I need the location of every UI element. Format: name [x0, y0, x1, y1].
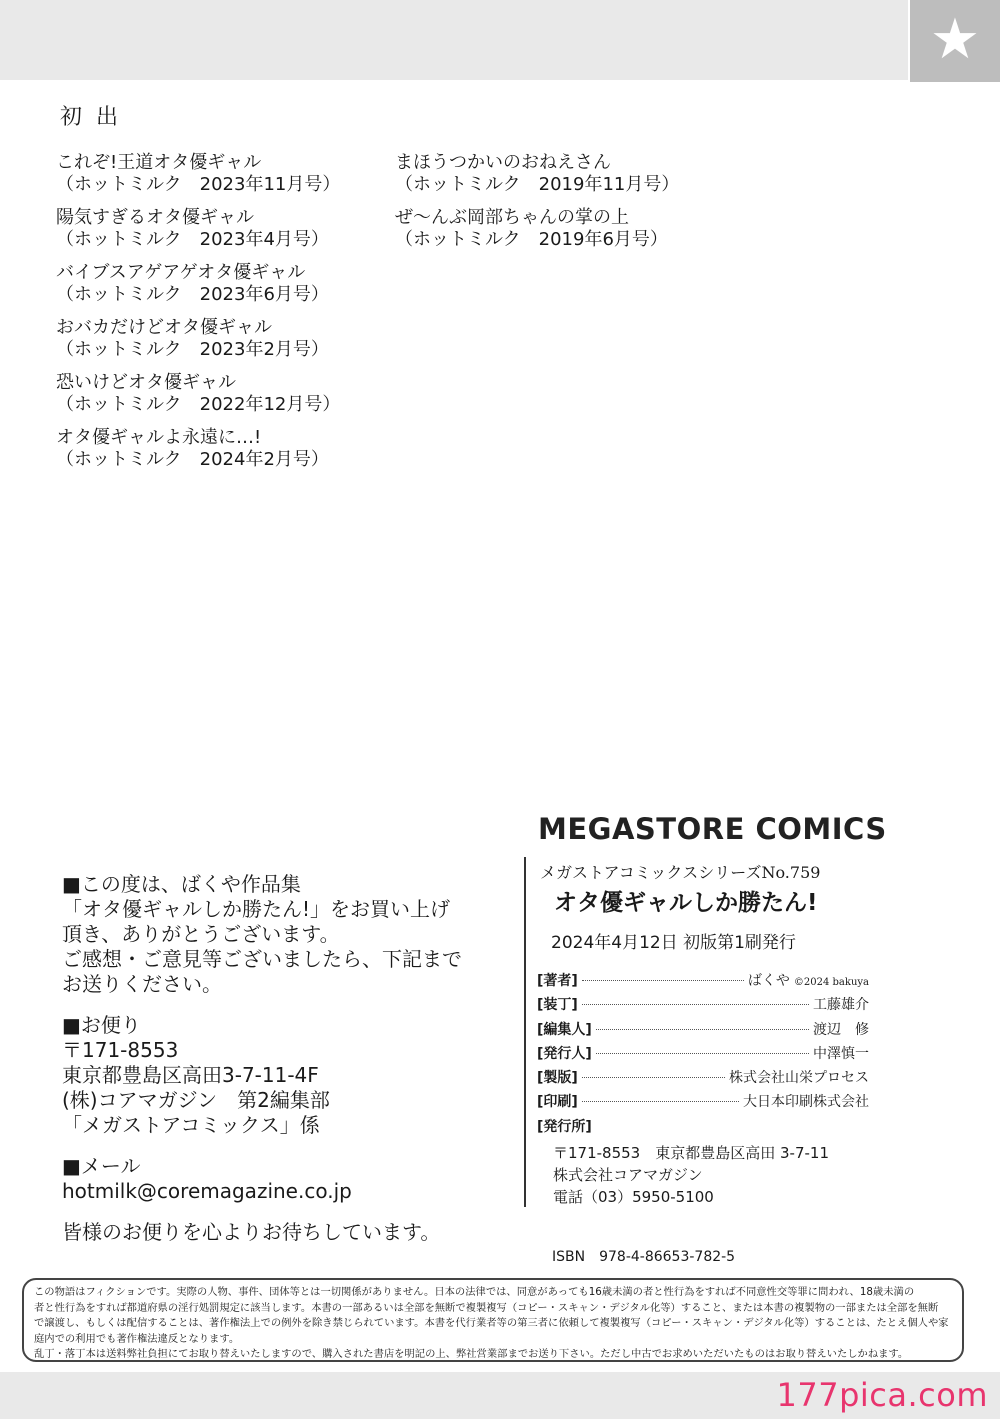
source-title: ぜ〜んぶ岡部ちゃんの掌の上 [395, 207, 629, 228]
series-number: No.759 [761, 863, 821, 882]
source-title: 恐いけどオタ優ギャル [56, 372, 236, 393]
source-title: オタ優ギャルよ永遠に…! [56, 427, 262, 448]
leader-dots [596, 1029, 809, 1030]
mail-address-line: 「メガストアコミックス」係 [62, 1113, 320, 1137]
source-title: おバカだけどオタ優ギャル [56, 317, 272, 338]
reader-message [62, 872, 462, 1245]
copyright-note: ©2024 bakuya [793, 977, 869, 988]
closing-line: 皆様のお便りを心よりお待ちしています。 [62, 1220, 441, 1244]
credit-row [537, 1043, 869, 1067]
publisher-line: 〒171-8553 東京都豊島区高田 3-7-11 [553, 1144, 829, 1162]
source-title: これぞ!王道オタ優ギャル [56, 152, 262, 173]
source-entry [56, 207, 340, 251]
message-line: お送りください。 [62, 972, 222, 996]
series-label [540, 860, 820, 883]
watermark: 177pica.com [776, 1376, 988, 1414]
source-magazine: （ホットミルク 2022年12月号） [56, 394, 341, 415]
credit-label: [編集人] [537, 1021, 592, 1038]
publisher-line: 電話（03）5950-5100 [553, 1188, 714, 1206]
credit-row [537, 1116, 869, 1140]
publisher-info [553, 1142, 829, 1208]
credit-value: 渡辺 修 [813, 1021, 869, 1038]
legal-notice-box [22, 1278, 964, 1362]
mail-address-line: (株)コアマガジン 第2編集部 [62, 1088, 330, 1112]
source-entry [395, 152, 679, 196]
header-bar [0, 0, 908, 80]
leader-dots [582, 980, 744, 981]
credit-value: 中澤慎一 [813, 1045, 869, 1062]
source-magazine: （ホットミルク 2019年11月号） [395, 174, 680, 195]
credit-value: 工藤雄介 [813, 997, 869, 1014]
credit-label: [製版] [537, 1070, 578, 1087]
mail-heading: ■お便り [62, 1013, 141, 1037]
credit-row [537, 994, 869, 1018]
credit-row [537, 1019, 869, 1043]
credit-label: [著者] [537, 973, 578, 989]
source-entry [56, 262, 340, 306]
source-title: 陽気すぎるオタ優ギャル [56, 207, 254, 228]
publisher-label: [発行所] [537, 1118, 592, 1135]
message-line: 「オタ優ギャルしか勝たん!」をお買い上げ [62, 897, 451, 921]
credit-value: 株式会社山栄プロセス [729, 1070, 869, 1087]
legal-line: で譲渡し、もしくは配信することは、著作権法上での例外を除き禁じられています。本書を代行業者等の第三者に依頼して複製複写（コピー・スキャン・デジタル化等）することは、たとえ個人や家 [34, 1317, 949, 1330]
credit-row [537, 1067, 869, 1091]
sources-left-column [56, 152, 340, 482]
email-address: hotmilk@coremagazine.co.jp [62, 1179, 352, 1203]
credit-row [537, 1091, 869, 1115]
credit-label: [印刷] [537, 1094, 578, 1111]
credits-list [537, 970, 869, 1140]
source-title: バイブスアゲアゲオタ優ギャル [56, 262, 306, 283]
megastore-logo: MEGASTORE COMICS [538, 812, 887, 846]
leader-dots [582, 1077, 725, 1078]
mail-address-line: 東京都豊島区高田3-7-11-4F [62, 1063, 319, 1087]
message-line: 頂き、ありがとうございます。 [62, 922, 340, 946]
source-magazine: （ホットミルク 2019年6月号） [395, 229, 668, 250]
credit-value: ばくや [747, 973, 790, 989]
legal-line: この物語はフィクションです。実際の人物、事件、団体等とは一切関係がありません。日本の法律では、同意があっても16歳未満の者と性行為をすれば不同意性交等罪に問われ、18歳未満の [34, 1286, 915, 1298]
credit-row [537, 970, 869, 994]
series-name: メガストアコミックスシリーズ [540, 863, 762, 882]
source-entry [56, 427, 340, 471]
source-magazine: （ホットミルク 2023年11月号） [56, 174, 341, 195]
source-entry [56, 372, 340, 416]
legal-line: 者と性行為をすれば都道府県の淫行処罰規定に該当します。本書の一部あるいは全部を無断で複製複写（コピー・スキャン・デジタル化等）すること、または本書の複製物の一部または全部を無断 [34, 1301, 939, 1314]
leader-dots [582, 1004, 809, 1005]
credit-value: 大日本印刷株式会社 [743, 1094, 869, 1111]
isbn: ISBN 978-4-86653-782-5 [552, 1249, 736, 1265]
leader-dots [582, 1101, 739, 1102]
email-heading: ■メール [62, 1154, 141, 1178]
star-tab [910, 0, 1000, 82]
star-icon: ★ [929, 7, 981, 72]
publisher-line: 株式会社コアマガジン [553, 1166, 703, 1184]
source-magazine: （ホットミルク 2024年2月号） [56, 449, 329, 470]
source-entry [56, 152, 340, 196]
source-magazine: （ホットミルク 2023年6月号） [56, 284, 329, 305]
publication-date: 2024年4月12日 初版第1刷発行 [551, 933, 796, 953]
colophon-divider [524, 857, 526, 1207]
book-title: オタ優ギャルしか勝たん! [554, 890, 818, 916]
source-entry [395, 207, 679, 251]
source-title: まほうつかいのおねえさん [395, 152, 611, 173]
credit-label: [装丁] [537, 997, 578, 1014]
source-magazine: （ホットミルク 2023年2月号） [56, 339, 329, 360]
credit-label: [発行人] [537, 1045, 592, 1062]
legal-line: 乱丁・落丁本は送料弊社負担にてお取り替えいたしますので、購入された書店を明記の上、弊社営業部までお送り下さい。ただし中古でお求めいただいたものはお取り替えいたしかねます。 [34, 1348, 909, 1361]
message-line: ご感想・ご意見等ございましたら、下記まで [62, 947, 462, 971]
message-line: ■この度は、ばくや作品集 [62, 872, 301, 896]
source-entry [56, 317, 340, 361]
leader-dots [596, 1053, 809, 1054]
sources-right-column [395, 152, 679, 262]
source-magazine: （ホットミルク 2023年4月号） [56, 229, 329, 250]
page-title: 初出 [60, 105, 133, 130]
legal-line: 庭内での利用でも著作権法違反となります。 [34, 1332, 240, 1345]
mail-address-line: 〒171-8553 [62, 1038, 179, 1062]
